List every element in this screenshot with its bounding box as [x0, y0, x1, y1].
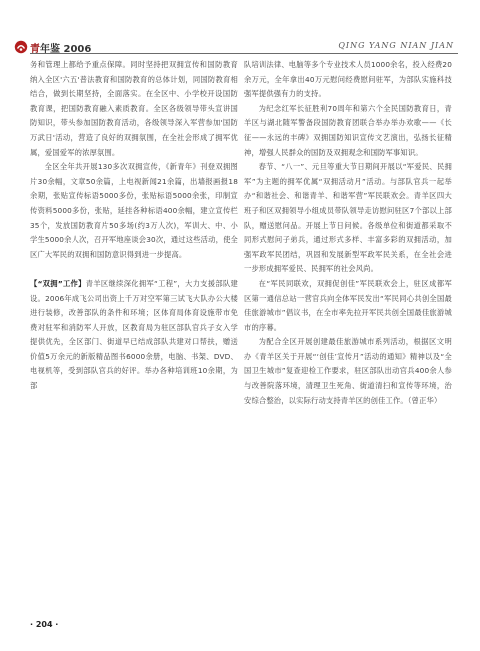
left-column — [30, 58, 238, 394]
brand-title: 年鉴 2006 — [40, 44, 92, 55]
yearbook-logo-icon — [14, 40, 28, 54]
left-paragraph-2: 全区全年共开展130多次双拥宣传，《新青年》刊登双拥图片30余幅，文章50余篇，上电视新闻21余篇，出墙报画报18余期，张贴宣传标语5000多份，张贴标语5000余张，印制宣传资料5000多份，张贴，延挂各种标语400余幅，建立宣传栏35个，发放国防教育片50多场(约3万人次)，军训大、中、小学生5000余人次，召开军地座谈会30次，通过这些活动，使全区广大军民的双拥和国防意识得到进一步提高。 — [30, 162, 238, 259]
right-paragraph-4: 在“军民同联欢，双拥促创佳”军民联欢会上，驻区成都军区第一通信总站一营官兵向全体军民发出“军民同心共创全国最佳旅游城市”倡议书，在全市率先拉开军民共创全国最佳旅游城市的序幕。 — [244, 278, 452, 332]
left-paragraph-1: 务和管理上都给予重点保障。同时坚持把双拥宣传和国防教育纳入全区'六五'普法教育和国防教育的总体计划，同国防教育相结合，做到长期坚持，全面落实。在全区中、小学校开设国防教育课，把国防教育融入素质教育。全区各级领导带头宣讲国防知识，带头参加国防教育活动，各级领导深入军营参加'国防万武日'活动，营造了良好的双拥氛围，在全社会形成了拥军优属，爱国爱军的浓厚氛围。 — [30, 60, 238, 157]
page-header — [0, 0, 480, 60]
brand-accent-char: 青 — [30, 44, 40, 55]
right-paragraph-5: 为配合全区开展创建最佳旅游城市系列活动，根据区文明办《青羊区关于开展“‘创佳’宣传月”活动的通知》精神以及“全国卫生城市”复查迎检工作要求，驻区部队出动官兵400余人参与改善院落环境，清理卫生死角、街道清扫和宣传等环境，治安综合整治，以实际行动支持青羊区的创佳工作。（曾正华） — [244, 337, 452, 405]
right-paragraph-1: 队培训法律、电脑等多个专业技术人员1000余名，投入经费20余万元，全年拿出40万元慰问经费慰问驻军，为部队实施科技强军提供强有力的支持。 — [244, 60, 452, 99]
running-head: QING YANG NIAN JIAN — [338, 41, 454, 50]
page-number: · 204 · — [30, 620, 59, 629]
left-paragraph-3 — [30, 277, 238, 394]
right-paragraph-2: 为纪念红军长征胜利70周年和第六个全民国防教育日，青羊区与湖北随军警备段国防教育团联合举办举办欢歌——《长征——永远的丰碑》双拥国防知识宣传文艺演出，弘扬长征精神，增强人民群众的国防及双拥观念和国防军事知识。 — [244, 103, 452, 157]
section-heading-shuangyong: 【“双拥”工作】 — [30, 278, 86, 288]
right-column — [244, 58, 452, 408]
header-rule — [30, 53, 458, 54]
right-paragraph-3: 春节、“八一”、元旦等重大节日期间开展以“军爱民、民拥军”为主题的拥军优属“双拥活动月”活动。与部队官兵一起举办“和谐社会、和谐青羊、和谐军营”军民联欢会。青羊区四大班子和区双拥领导小组成员带队领导走访慰问驻区7个部以上部队，赠送慰问品。开展上节日问候。各级单位和街道都采取不同形式慰问子弟兵，通过形式多样、丰富多彩的双拥活动，加强军政军民团结，巩固和发展新型军政军民关系，在全社会进一步形成拥军爱民、民拥军的社会风尚。 — [244, 162, 452, 274]
section-body-shuangyong: 青羊区继续深化拥军“工程”，大力支援部队建设。2006年成飞公司出资上千万对空军第三试飞大队办公大楼进行装修，改善部队的条件和环境；区体育局体育设施带市免费对驻军和消防军人开放，区教育局为驻区部队官兵子女入学提供优先，全区部门、街道早已结成部队共建对口帮扶，赠送价值5万余元的新版精品图书6000余册，电脑、书架、DVD、电视机等，受到部队官兵的好评。举办各种培训班10余期，为部 — [30, 278, 238, 391]
